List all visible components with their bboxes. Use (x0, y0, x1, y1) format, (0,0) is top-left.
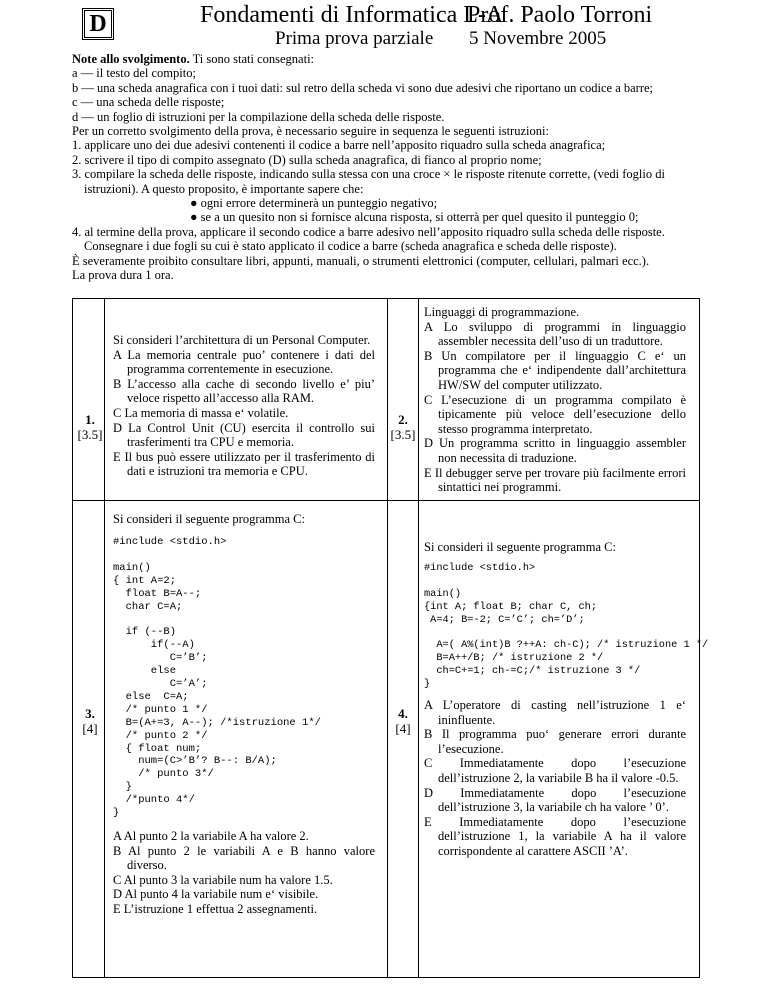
intro-bold: Note allo svolgimento. (72, 52, 190, 66)
step-3-cont: istruzioni). A questo proposito, è importante sapere che: (84, 181, 364, 196)
q1-number (76, 412, 104, 442)
q1-num: 1. (85, 412, 95, 427)
q2-option-a: A Lo sviluppo di programmi in linguaggio assembler necessita dell’uso di un traduttore. (424, 319, 686, 349)
instructions (72, 52, 762, 283)
q2-points: [3.5] (390, 427, 416, 442)
q1-option-a: A La memoria centrale puo’ contenere i dati del programma correntemente in esecuzione. (113, 347, 375, 377)
step-1: 1. applicare uno dei due adesivi contenenti il codice a barre nell’apposito riquadro sulla scheda anagrafica; (72, 138, 606, 153)
step-2: 2. scrivere il tipo di compito assegnato (D) sulla scheda anagrafica, di fianco al proprio nome; (72, 152, 542, 167)
q4-option-e: E Immediatamente dopo l’esecuzione dell’istruzione 1, la variabile A ha il valore corrispondente al carattere ASCII ’A’. (424, 814, 686, 858)
q1-text (113, 333, 375, 479)
q4-option-d: D Immediatamente dopo l’esecuzione dell’istruzione 3, la variabile ch ha valore ’ 0’. (424, 785, 686, 815)
q4-option-a: A L’operatore di casting nell’istruzione 1 e‘ ininfluente. (424, 698, 686, 727)
q3-stem (113, 512, 375, 527)
q4-points: [4] (395, 721, 411, 736)
exam-name: Prima prova parziale (275, 28, 434, 49)
item-a: a — il testo del compito; (72, 66, 196, 81)
q4-options (424, 698, 686, 859)
q3-num: 3. (85, 706, 95, 721)
q2-text (424, 305, 686, 495)
duration-line: La prova dura 1 ora. (72, 268, 174, 283)
q2-num: 2. (398, 412, 408, 427)
q4-stem (424, 540, 686, 555)
item-b: b — una scheda anagrafica con i tuoi dati: sul retro della scheda vi sono due adesivi che riportano un codice a barre; (72, 80, 654, 95)
professor-name: Prof. Paolo Torroni (467, 2, 653, 28)
q3-option-d: D Al punto 4 la variabile num e‘ visibile. (113, 887, 319, 902)
q1-points: [3.5] (77, 427, 103, 442)
course-title: Fondamenti di Informatica L-A (200, 2, 504, 28)
q4-stem-text: Si consideri il seguente programma C: (424, 540, 616, 554)
q4-option-c: C Immediatamente dopo l’esecuzione dell’istruzione 2, la variabile B ha il valore -0.5. (424, 756, 686, 785)
q3-number (76, 706, 104, 736)
q4-number (389, 706, 417, 736)
q3-code: #include <stdio.h> main() { int A=2; float B=A--; char C=A; if (--B) if(--A) C=’B’; else C=’A’; else C=A; /* punto 1 */ B=(A+=3, A--); /*istruzione 1*/ /* punto 2 */ { float num; num=(C>’B’? B--: B/A); /* punto 3*/ } /*punto 4*/ } (113, 536, 321, 820)
col-divider-left (104, 298, 105, 977)
q3-points: [4] (82, 721, 98, 736)
step-4: 4. al termine della prova, applicare il secondo codice a barre adesivo nell’apposito riquadro sulla scheda delle risposte. (72, 224, 665, 239)
q1-option-e: E Il bus può essere utilizzato per il trasferimento di dati e istruzioni tra memoria e CPU. (113, 449, 375, 479)
q3-stem-text: Si consideri il seguente programma C: (113, 512, 305, 526)
item-d: d — un foglio di istruzioni per la compilazione della scheda delle risposte. (72, 109, 445, 124)
q4-option-b: B Il programma puo‘ generare errori durante l’esecuzione. (424, 727, 686, 756)
q3-option-a: A Al punto 2 la variabile A ha valore 2. (113, 829, 309, 843)
q2-stem: Linguaggi di programmazione. (424, 305, 580, 319)
q2-option-c: C L’esecuzione di un programma compilato è tipicamente più veloce dell’esecuzione dello stesso programma interpretato. (424, 392, 686, 436)
q2-option-e: E Il debugger serve per trovare più facilmente errori sintattici nei programmi. (424, 465, 686, 495)
intro-rest: Ti sono stati consegnati: (189, 52, 315, 66)
q2-number (389, 412, 417, 442)
q2-option-b: B Un compilatore per il linguaggio C e‘ un programma che e‘ indipendente dall’architettura HW/SW del computer utilizzato. (424, 348, 686, 392)
q2-option-d: D Un programma scritto in linguaggio assembler non necessita di traduzione. (424, 436, 686, 465)
intro-line (72, 52, 762, 66)
forbidden-line: È severamente proibito consultare libri, appunti, manuali, o strumenti elettronici (computer, cellulari, palmari ecc.). (72, 253, 650, 268)
q3-option-e: E L’istruzione 1 effettua 2 assegnamenti. (113, 901, 318, 916)
q3-option-b: B Al punto 2 le variabili A e B hanno valore diverso. (113, 843, 375, 873)
q4-code: #include <stdio.h> main() {int A; float B; char C, ch; A=4; B=-2; C=’C’; ch=’D’; A=( A%(int)B ?++A: ch-C); /* istruzione 1 */ B=A++/B; /* istruzione 2 */ ch=C+=1; ch-=C;/* istruzione 3 */ } (424, 562, 709, 691)
step-4-cont: Consegnare i due fogli su cui è stato applicato il codice a barre (scheda anagrafica e scheda delle risposte). (84, 239, 617, 254)
exam-type-badge: D (82, 8, 114, 40)
q4-num: 4. (398, 706, 408, 721)
row-divider (72, 500, 699, 501)
col-divider-middle (387, 298, 388, 977)
item-c: c — una scheda delle risposte; (72, 95, 225, 110)
q1-stem: Si consideri l’architettura di un Personal Computer. (113, 333, 371, 347)
bullet-zero: ● se a un quesito non si fornisce alcuna risposta, si otterrà per quel quesito il punteggio 0; (190, 210, 639, 225)
sequence-line: Per un corretto svolgimento della prova, è necessario seguire in sequenza le seguenti istruzioni: (72, 124, 549, 139)
q1-option-b: B L’accesso alla cache di secondo livello e’ piu’ veloce rispetto all’accesso alla RAM. (113, 376, 375, 406)
q3-options (113, 829, 375, 917)
q1-option-c: C La memoria di massa e‘ volatile. (113, 405, 289, 420)
bullet-negative: ● ogni errore determinerà un punteggio negativo; (190, 196, 438, 211)
q1-option-d: D La Control Unit (CU) esercita il controllo sui trasferimenti tra CPU e memoria. (113, 420, 375, 450)
q3-option-c: C Al punto 3 la variabile num ha valore 1.5. (113, 872, 333, 887)
exam-date: 5 Novembre 2005 (469, 28, 607, 49)
col-divider-mid2 (418, 298, 419, 977)
step-3: 3. compilare la scheda delle risposte, indicando sulla stessa con una croce × le risposte ritenute corrette, (vedi foglio di (72, 167, 665, 182)
